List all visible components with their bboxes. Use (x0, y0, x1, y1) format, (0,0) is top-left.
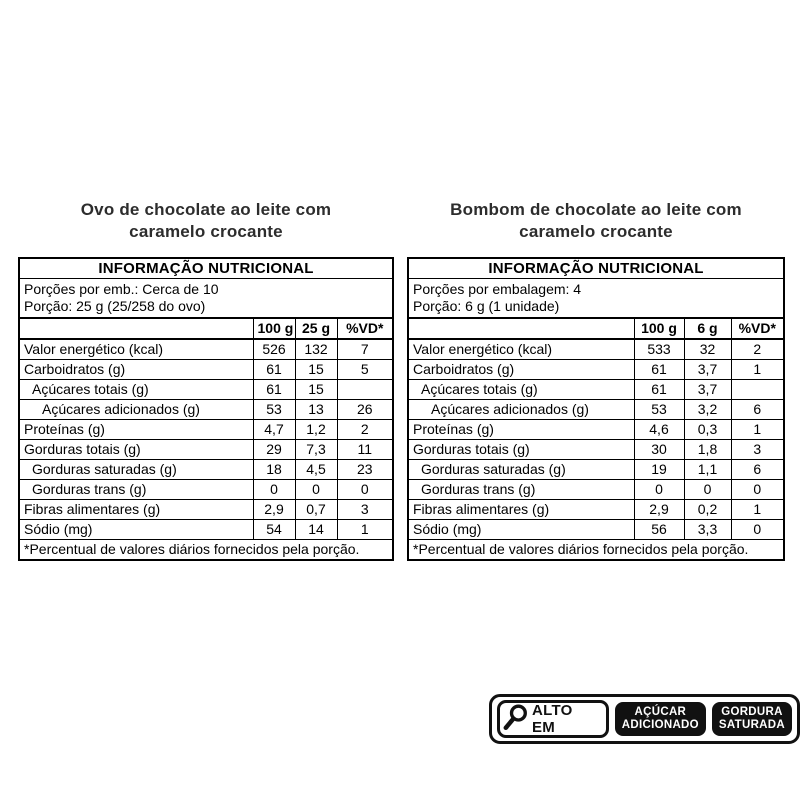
nutrient-label: Gorduras totais (g) (408, 440, 634, 460)
nutrient-value: 61 (253, 360, 295, 380)
nutrient-label: Fibras alimentares (g) (408, 500, 634, 520)
product-title (18, 199, 394, 243)
nutrient-value: 132 (295, 339, 337, 360)
table-footnote: *Percentual de valores diários fornecidos pela porção. (19, 540, 393, 561)
nutrient-vd-value: 23 (337, 460, 393, 480)
nutrient-vd-value: 3 (731, 440, 784, 460)
nutrient-value: 0 (634, 480, 684, 500)
nutrient-value: 4,7 (253, 420, 295, 440)
nutrient-value: 32 (684, 339, 731, 360)
nutrient-value: 61 (634, 360, 684, 380)
warning-seal (489, 694, 800, 744)
nutrient-value: 18 (253, 460, 295, 480)
column-header-portion: 25 g (295, 318, 337, 339)
nutrient-value: 29 (253, 440, 295, 460)
nutrient-value: 15 (295, 360, 337, 380)
nutrient-vd-value: 2 (731, 339, 784, 360)
nutrient-label: Valor energético (kcal) (19, 339, 253, 360)
footnote-row (19, 540, 393, 561)
seal-tag-line2: ADICIONADO (621, 719, 699, 731)
footnote-row (408, 540, 784, 561)
nutrient-value: 1,2 (295, 420, 337, 440)
column-header-row (408, 318, 784, 339)
nutrient-vd-value: 1 (731, 360, 784, 380)
nutrient-value: 61 (253, 380, 295, 400)
serving-size: Porção: 25 g (25/258 do ovo) (24, 298, 206, 314)
nutrient-vd-value: 11 (337, 440, 393, 460)
column-header-100g: 100 g (634, 318, 684, 339)
nutrient-label: Gorduras trans (g) (408, 480, 634, 500)
nutrient-vd-value: 3 (337, 500, 393, 520)
nutrient-row (408, 520, 784, 540)
table-header-row (19, 258, 393, 279)
nutrient-value: 56 (634, 520, 684, 540)
nutrient-vd-value: 1 (337, 520, 393, 540)
nutrient-row (19, 420, 393, 440)
column-header-vd: %VD* (731, 318, 784, 339)
seal-tag (712, 702, 792, 736)
alto-em-label: ALTO EM (532, 702, 573, 736)
nutrient-value: 15 (295, 380, 337, 400)
table-header-row (408, 258, 784, 279)
column-header-row (19, 318, 393, 339)
nutrient-row (19, 520, 393, 540)
nutrient-value: 61 (634, 380, 684, 400)
seal-tags (615, 702, 792, 736)
nutrient-label: Sódio (mg) (19, 520, 253, 540)
column-header-vd: %VD* (337, 318, 393, 339)
nutrient-value: 3,3 (684, 520, 731, 540)
nutrient-value: 0 (253, 480, 295, 500)
nutrient-row (19, 440, 393, 460)
servings-row (408, 279, 784, 319)
nutrient-label: Proteínas (g) (19, 420, 253, 440)
nutrient-vd-value: 26 (337, 400, 393, 420)
nutrient-vd-value (731, 380, 784, 400)
seal-tag-line1: AÇÚCAR (634, 706, 687, 718)
nutrient-value: 7,3 (295, 440, 337, 460)
seal-tag-line2: SATURADA (718, 719, 785, 731)
nutrient-label: Valor energético (kcal) (408, 339, 634, 360)
servings-per-package: Porções por embalagem: 4 (413, 281, 582, 297)
table-footnote: *Percentual de valores diários fornecidos pela porção. (408, 540, 784, 561)
nutrient-value: 3,2 (684, 400, 731, 420)
nutrient-value: 4,5 (295, 460, 337, 480)
nutrient-row (19, 360, 393, 380)
nutrient-value: 1,1 (684, 460, 731, 480)
column-header-empty (19, 318, 253, 339)
nutrient-vd-value: 1 (731, 500, 784, 520)
product-section-ovo (18, 199, 394, 561)
nutrient-value: 2,9 (253, 500, 295, 520)
seal-tag-line1: GORDURA (721, 706, 783, 718)
nutrient-row (408, 460, 784, 480)
table-header: INFORMAÇÃO NUTRICIONAL (408, 258, 784, 279)
column-header-100g: 100 g (253, 318, 295, 339)
column-header-portion: 6 g (684, 318, 731, 339)
nutrient-label: Gorduras totais (g) (19, 440, 253, 460)
nutrient-value: 0 (684, 480, 731, 500)
servings-row (19, 279, 393, 319)
nutrient-row (408, 400, 784, 420)
nutrient-value: 4,6 (634, 420, 684, 440)
alto-em-pill (497, 700, 609, 738)
nutrient-vd-value (337, 380, 393, 400)
nutrient-value: 53 (253, 400, 295, 420)
nutrient-label: Gorduras trans (g) (19, 480, 253, 500)
nutrient-value: 0,7 (295, 500, 337, 520)
nutrient-vd-value: 7 (337, 339, 393, 360)
nutrient-row (19, 460, 393, 480)
nutrient-label: Açúcares adicionados (g) (408, 400, 634, 420)
nutrient-value: 0,2 (684, 500, 731, 520)
nutrient-value: 533 (634, 339, 684, 360)
product-section-bombom (407, 199, 785, 561)
servings-per-package: Porções por emb.: Cerca de 10 (24, 281, 219, 297)
nutrient-row (19, 500, 393, 520)
nutrient-row (19, 400, 393, 420)
nutrient-vd-value: 6 (731, 400, 784, 420)
nutrition-table (407, 257, 785, 561)
nutrient-label: Fibras alimentares (g) (19, 500, 253, 520)
nutrient-row (408, 500, 784, 520)
nutrient-label: Sódio (mg) (408, 520, 634, 540)
nutrient-vd-value: 2 (337, 420, 393, 440)
nutrient-value: 3,7 (684, 380, 731, 400)
nutrient-vd-value: 0 (337, 480, 393, 500)
nutrient-vd-value: 6 (731, 460, 784, 480)
nutrient-row (408, 440, 784, 460)
nutrient-row (19, 339, 393, 360)
product-title-line1: Bombom de chocolate ao leite com (450, 200, 742, 219)
servings-info (19, 279, 393, 319)
nutrient-row (19, 480, 393, 500)
nutrient-label: Carboidratos (g) (19, 360, 253, 380)
nutrient-vd-value: 5 (337, 360, 393, 380)
nutrient-vd-value: 0 (731, 520, 784, 540)
nutrient-label: Proteínas (g) (408, 420, 634, 440)
nutrient-vd-value: 0 (731, 480, 784, 500)
nutrient-row (408, 420, 784, 440)
nutrient-value: 13 (295, 400, 337, 420)
nutrient-value: 526 (253, 339, 295, 360)
nutrient-label: Gorduras saturadas (g) (19, 460, 253, 480)
product-title (407, 199, 785, 243)
nutrient-row (408, 380, 784, 400)
nutrient-value: 0,3 (684, 420, 731, 440)
nutrient-label: Açúcares totais (g) (19, 380, 253, 400)
seal-tag (615, 702, 706, 736)
nutrient-value: 53 (634, 400, 684, 420)
nutrient-row (408, 339, 784, 360)
nutrient-value: 2,9 (634, 500, 684, 520)
table-header: INFORMAÇÃO NUTRICIONAL (19, 258, 393, 279)
nutrient-label: Açúcares totais (g) (408, 380, 634, 400)
serving-size: Porção: 6 g (1 unidade) (413, 298, 560, 314)
nutrition-table (18, 257, 394, 561)
product-title-line1: Ovo de chocolate ao leite com (80, 200, 332, 219)
nutrient-vd-value: 1 (731, 420, 784, 440)
servings-info (408, 279, 784, 319)
nutrient-row (408, 480, 784, 500)
nutrient-value: 54 (253, 520, 295, 540)
nutrient-label: Açúcares adicionados (g) (19, 400, 253, 420)
nutrient-value: 30 (634, 440, 684, 460)
nutrient-value: 3,7 (684, 360, 731, 380)
nutrient-label: Carboidratos (g) (408, 360, 634, 380)
nutrient-row (19, 380, 393, 400)
product-title-line2: caramelo crocante (519, 222, 673, 241)
column-header-empty (408, 318, 634, 339)
nutrient-label: Gorduras saturadas (g) (408, 460, 634, 480)
nutrient-row (408, 360, 784, 380)
nutrient-value: 19 (634, 460, 684, 480)
magnifier-icon (501, 702, 532, 736)
nutrient-value: 14 (295, 520, 337, 540)
nutrient-value: 0 (295, 480, 337, 500)
product-title-line2: caramelo crocante (129, 222, 283, 241)
nutrient-value: 1,8 (684, 440, 731, 460)
